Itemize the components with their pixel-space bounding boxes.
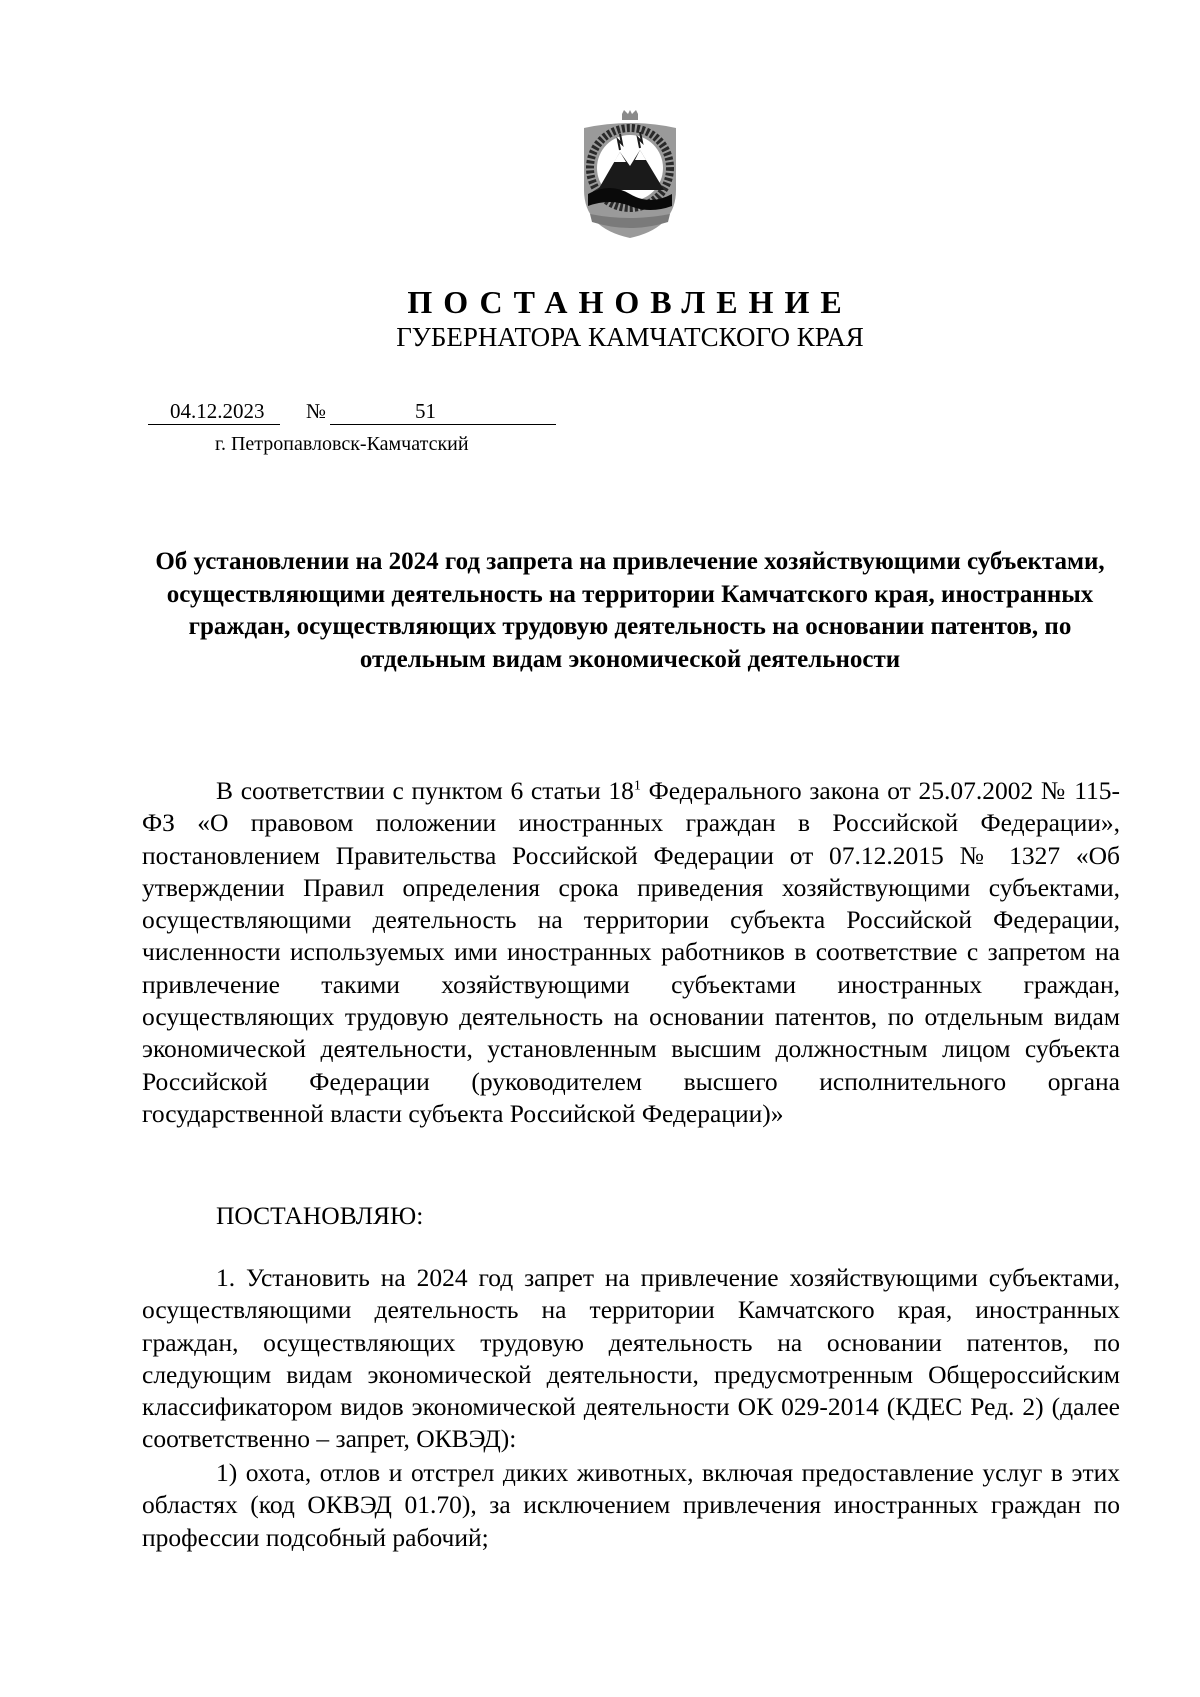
article-superscript: 1	[633, 778, 641, 794]
document-number: 51	[415, 399, 436, 423]
number-sign: №	[306, 399, 327, 423]
city-label: г. Петропавловск-Камчатский	[215, 433, 469, 455]
item-1-paragraph: 1. Установить на 2024 год запрет на привлечение хозяйствующими субъектами, осуществляющими деятельность на территории Камчатского края, иностранных граждан, осуществляющих трудовую деятельность на основании патентов, по следующим видам экономической деятельности, предусмотренным Общероссийским классификатором видов экономической деятельности ОК 029-2014 (КДЕС Ред. 2) (далее соответственно – запрет, ОКВЭД):	[142, 1263, 1120, 1454]
coat-of-arms-icon	[580, 110, 680, 240]
preamble-rest: Федерального закона от 25.07.2002 № 115-ФЗ «О правовом положении иностранных граждан в Российской Федерации», постановлением Правительства Российской Федерации от 07.12.2015 № 1327 «Об утверждении Правил определения срока приведения хозяйствующими субъектами, осуществляющими деятельность на территории субъекта Российской Федерации, численности используемых ими иностранных работников в соответствие с запретом на привлечение такими хозяйствующими субъектами иностранных граждан, осуществляющих трудовую деятельность на основании патентов, по отдельным видам экономической деятельности, установленным высшим должностным лицом субъекта Российской Федерации (руководителем высшего исполнительного органа государственной власти субъекта Российской Федерации)»	[142, 776, 1120, 1128]
item-1-1-paragraph: 1) охота, отлов и отстрел диких животных, включая предоставление услуг в этих областях (код ОКВЭД 01.70), за исключением привлечения иностранных граждан по профессии подсобный рабочий;	[142, 1458, 1120, 1552]
document-title: Об установлении на 2024 год запрета на привлечение хозяйствующими субъектами, осуществляющими деятельность на территории Камчатского края, иностранных граждан, осуществляющих трудовую деятельность на основании патентов, по отдельным видам экономической деятельности	[155, 548, 1105, 673]
date-underline	[148, 424, 280, 425]
decree-word: ПОСТАНОВЛЯЮ:	[216, 1201, 424, 1230]
preamble-start: В соответствии с пунктом 6 статьи 18	[216, 776, 634, 805]
document-type-heading: ПОСТАНОВЛЕНИЕ	[407, 284, 853, 320]
preamble-paragraph	[142, 775, 1120, 1130]
registration-line	[148, 398, 556, 428]
document-date: 04.12.2023	[170, 399, 265, 423]
issuer-heading: ГУБЕРНАТОРА КАМЧАТСКОГО КРАЯ	[396, 322, 864, 352]
number-underline	[330, 424, 556, 425]
